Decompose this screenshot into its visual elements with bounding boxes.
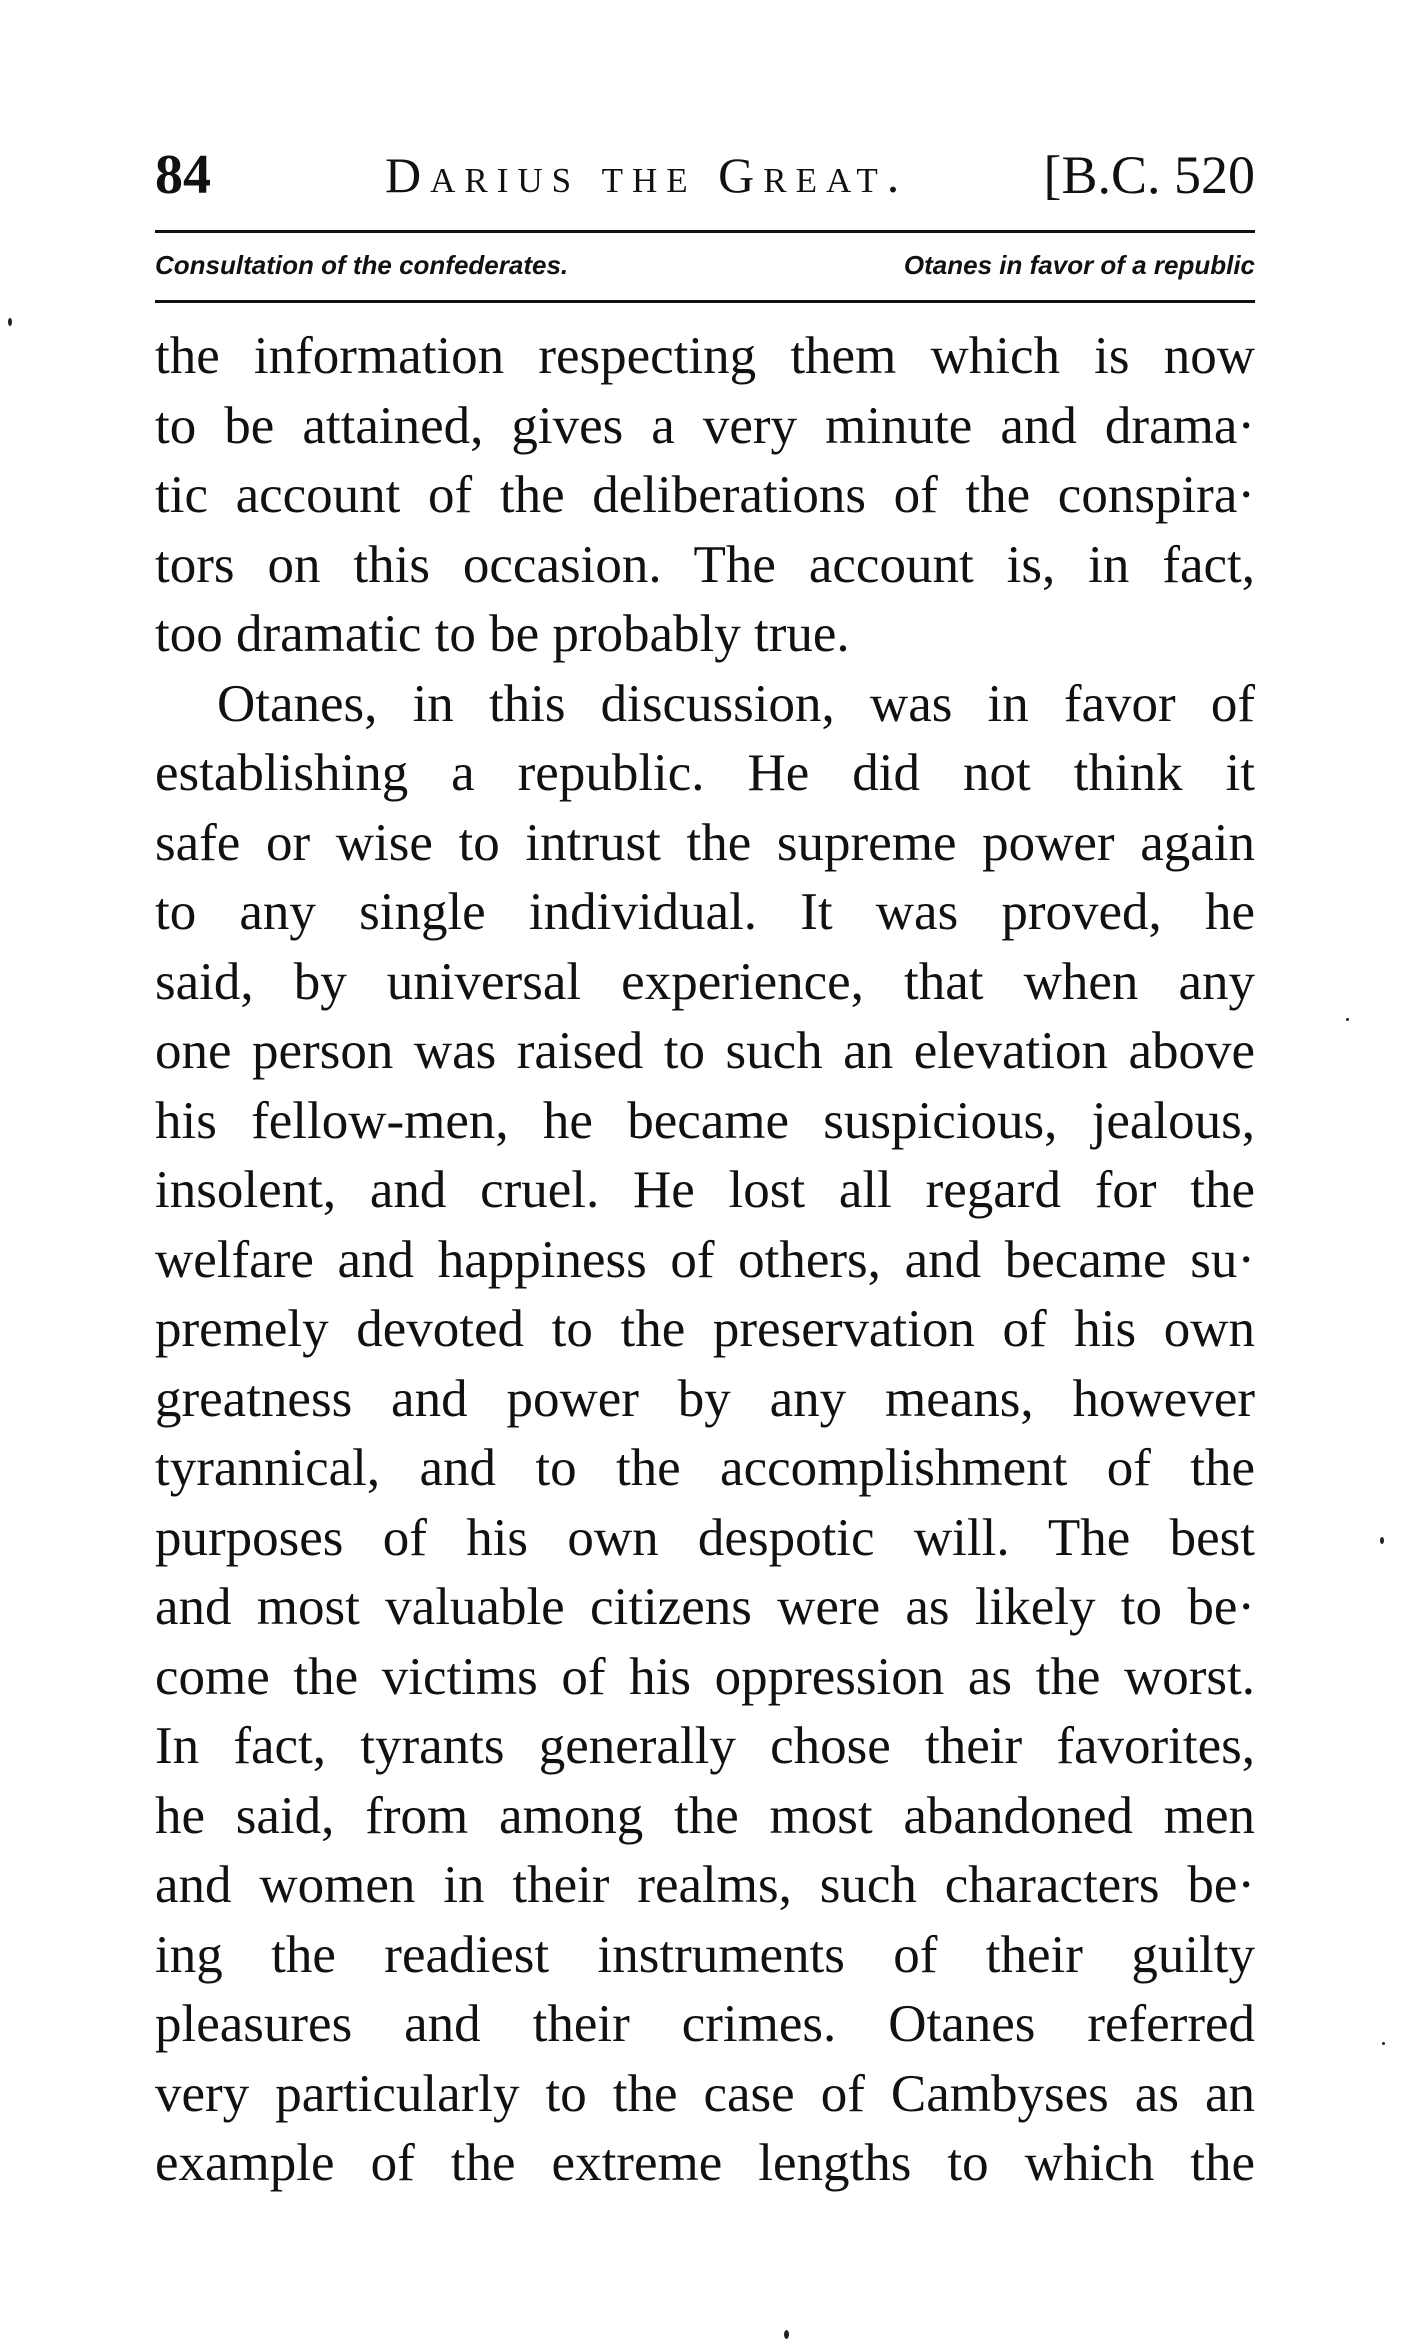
text-line: premely devoted to the preservation of his own xyxy=(155,1300,1255,1358)
text-line: establishing a republic. He did not think it xyxy=(155,744,1255,802)
text-line: In fact, tyrants generally chose their favorites, xyxy=(155,1717,1255,1775)
text-line: said, by universal experience, that when any xyxy=(155,952,1255,1011)
text-line: the information respecting them which is now xyxy=(155,327,1255,385)
book-title: Darius the Great. xyxy=(385,147,909,203)
text-line: tic account of the deliberations of the conspira· xyxy=(155,466,1255,524)
text-line: purposes of his own despotic will. The best xyxy=(155,1508,1255,1567)
text-line: too dramatic to be probably true. xyxy=(155,605,850,663)
date-reference: [B.C. 520 xyxy=(1043,145,1255,205)
scan-speck xyxy=(784,2330,789,2339)
header-rule-top xyxy=(155,230,1255,233)
side-note-right: Otanes in favor of a republic xyxy=(903,250,1255,280)
side-note-left: Consultation of the confederates. xyxy=(155,250,569,280)
text-line: insolent, and cruel. He lost all regard for the xyxy=(155,1161,1255,1219)
text-line: his fellow-men, he became suspicious, jealous, xyxy=(155,1091,1255,1150)
text-line: he said, from among the most abandoned men xyxy=(155,1786,1255,1845)
text-line: pleasures and their crimes. Otanes referred xyxy=(155,1995,1255,2053)
text-line: and most valuable citizens were as likely to be· xyxy=(155,1578,1255,1636)
page-number: 84 xyxy=(155,144,211,206)
scan-speck xyxy=(8,318,12,326)
text-line: ing the readiest instruments of their guilty xyxy=(155,1925,1255,1984)
text-line: and women in their realms, such characters be· xyxy=(155,1856,1255,1914)
text-line: one person was raised to such an elevation above xyxy=(155,1022,1255,1080)
text-line: greatness and power by any means, however xyxy=(155,1369,1255,1428)
side-notes xyxy=(155,240,1255,290)
text-line: very particularly to the case of Cambyses as an xyxy=(155,2064,1255,2123)
header-rule-bottom xyxy=(155,300,1255,303)
text-line: welfare and happiness of others, and became su· xyxy=(155,1230,1255,1289)
text-line: come the victims of his oppression as the worst. xyxy=(155,1647,1255,1706)
scan-speck xyxy=(1380,1537,1384,1544)
text-line: tyrannical, and to the accomplishment of the xyxy=(155,1439,1255,1497)
text-line: Otanes, in this discussion, was in favor of xyxy=(217,674,1255,733)
text-line: to be attained, gives a very minute and drama· xyxy=(155,396,1255,455)
text-line: safe or wise to intrust the supreme power again xyxy=(155,813,1255,872)
running-head xyxy=(155,140,1255,210)
scan-speck xyxy=(1346,1018,1349,1021)
text-line: example of the extreme lengths to which the xyxy=(155,2134,1255,2192)
body-text xyxy=(155,322,1255,2199)
scan-speck xyxy=(1382,2042,1385,2045)
text-line: to any single individual. It was proved, he xyxy=(155,883,1255,941)
text-line: tors on this occasion. The account is, in fact, xyxy=(155,535,1255,594)
